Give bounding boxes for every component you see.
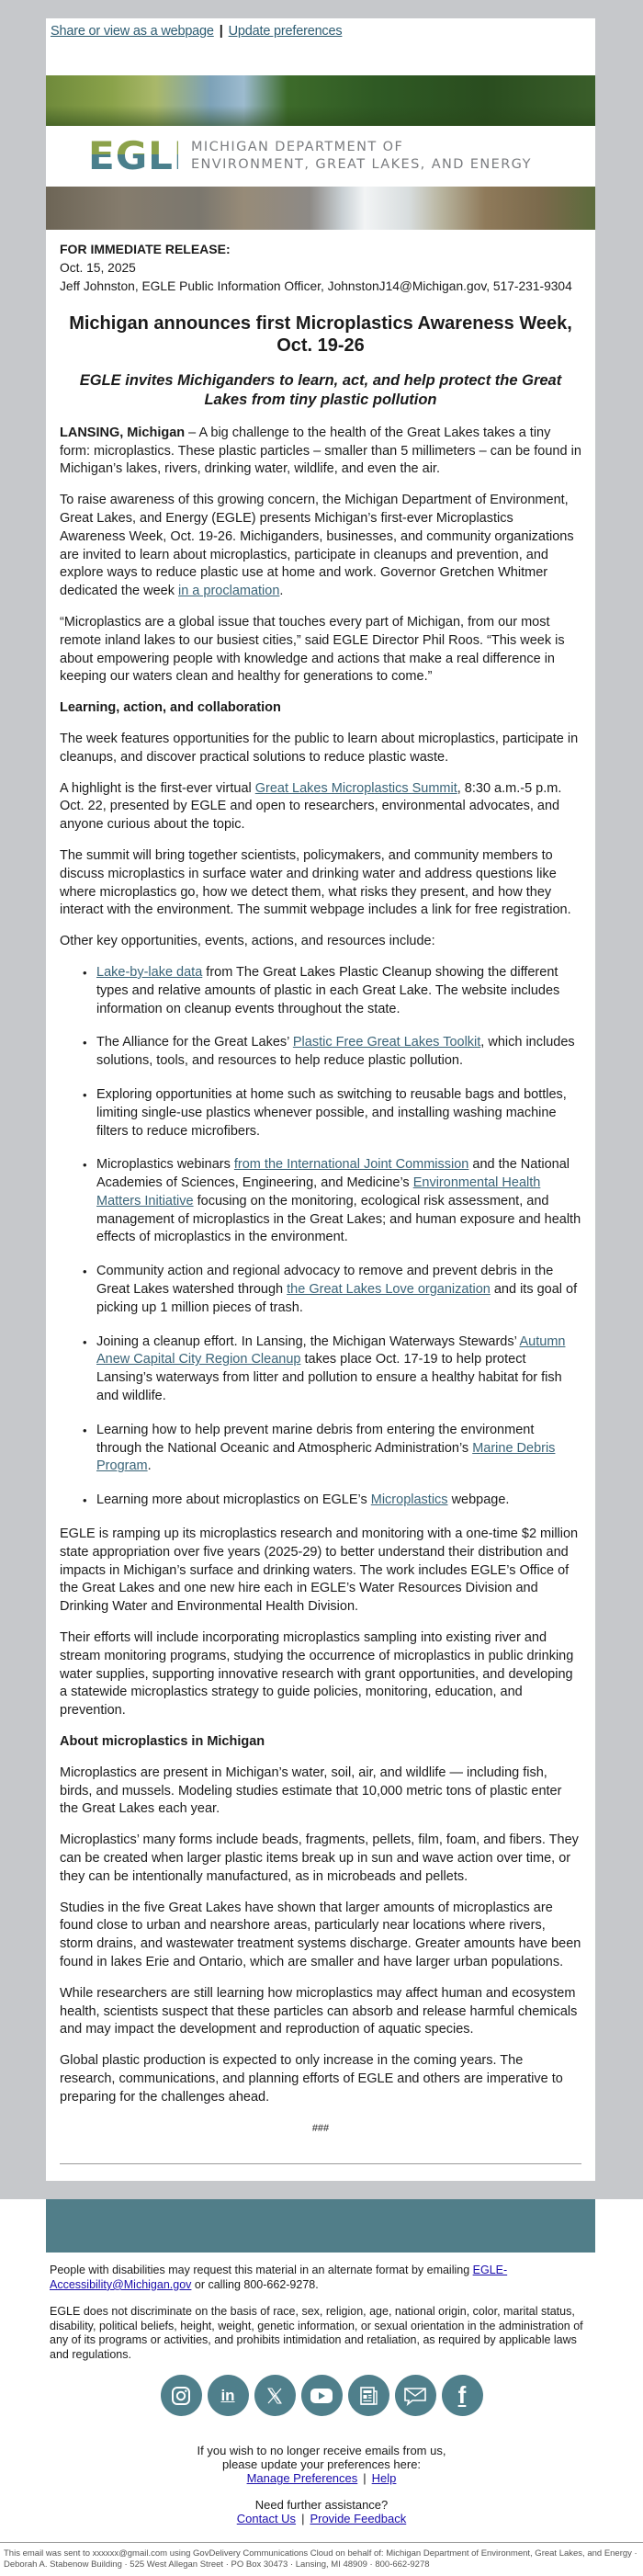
autumn-anew-cleanup-link[interactable]: Autumn Anew Capital City Region Cleanup — [96, 1333, 566, 1367]
list-item: • Community action and regional advocacy to remove and prevent debris in the Great Lakes watershed through the Great Lakes Love organization and its goal of picking up 1 million pieces of trash. — [60, 1263, 581, 1317]
intro-paragraph: LANSING, Michigan – A big challenge to the health of the Great Lakes takes a tiny form: microplastics. These plastic particles – smaller than 5 millimeters – can be found in Michigan’s lakes, rivers, drinking water, wildlife, and even the air. — [60, 425, 581, 477]
accessibility-email-link[interactable]: EGLE-Accessibility@Michigan.gov — [50, 2264, 508, 2291]
paragraph-10: Microplastics are present in Michigan’s water, soil, air, and wildlife — including fish, birds, and mussels. Modeling studies estimate that 10,000 metric tons of plastic enter the Great Lakes each year. — [60, 1765, 562, 1817]
list-item: • Microplastics webinars from the International Joint Commission and the National Academies of Sciences, Engineering, and Medicine’s Environmental Health Matters Initiative focusing on the monitoring, ecological risk assessment, and management of microplastics in the Great Lakes; and human exposure and health effects of microplastics in the environment. — [60, 1156, 581, 1247]
logo-band — [46, 126, 595, 187]
facebook-icon: f — [457, 2381, 467, 2410]
dateline: LANSING, Michigan — [60, 425, 186, 440]
instagram-button[interactable] — [161, 2375, 202, 2416]
resources-list — [60, 964, 581, 1510]
section-title-learning: Learning, action, and collaboration — [60, 700, 281, 716]
list-item: • Joining a cleanup effort. In Lansing, the Michigan Waterways Stewards’ Autumn Anew Capital City Region Cleanup takes place Oct. 17-19 to help protect Lansing’s waterways from litter and pollution to ensure a healthy habitat for fish and wildlife. — [60, 1333, 581, 1406]
social-links — [0, 2375, 643, 2416]
paragraph-6: The summit will bring together scientists, policymakers, and community members to discuss microplastics in surface water and drinking water and address questions like where microplastics go, how we detect them, what risks they present, and how they interact with the environment. The summit webpage includes a link for free registration. — [60, 847, 571, 918]
provide-feedback-link[interactable]: Provide Feedback — [310, 2512, 407, 2526]
org-name-line1: MICHIGAN DEPARTMENT OF — [191, 140, 404, 154]
help-link[interactable]: Help — [371, 2471, 397, 2486]
content-divider — [60, 2163, 581, 2164]
microplastics-webpage-link[interactable]: Microplastics — [370, 1492, 448, 1508]
paragraph-9: Their efforts will include incorporating microplastics sampling into existing river and stream monitoring programs, studying the occurrence of microplastics in public drinking water supplies, supporting innovative research with grant opportunities, and developing a statewide microplastics strategy to guide policies, monitoring, education, and prevention. — [60, 1630, 574, 1719]
waterfall-photo — [46, 187, 595, 230]
paragraph-14: Global plastic production is expected to only increase in the coming years. The research, communications, and planning efforts of EGLE and others are imperative to preparing for the challenges ahead. — [60, 2053, 563, 2105]
assistance-line: Need further assistance? — [254, 2498, 389, 2513]
unsubscribe-line2: please update your preferences here: — [221, 2457, 422, 2472]
footer-color-band — [46, 2199, 595, 2253]
paragraph-11: Microplastics’ many forms include beads, fragments, pellets, film, foam, and fibers. They can be created when larger plastic items break up in sun and wave action over time, or they can be intentionally manufactured, as in microbeads and pellets. — [60, 1833, 579, 1884]
paragraph-4: The week features opportunities for the public to learn about microplastics, participate in cleanups, and discover practical solutions to reduce plastic waste. — [60, 731, 579, 765]
x-icon — [265, 2387, 284, 2405]
lake-by-lake-data-link[interactable]: Lake-by-lake data — [96, 964, 203, 980]
paragraph-8: EGLE is ramping up its microplastics research and monitoring with a one-time $2 million state appropriation over five years (2025-29) to better understand their distribution and impacts in Michigan’s surface and drinking waters. The work includes EGLE’s Office of the Great Lakes and one new hire each in EGLE’s Water Resources Division and Drinking Water and Environmental Health Division. — [60, 1526, 579, 1615]
youtube-icon — [310, 2387, 333, 2405]
environmental-health-matters-link[interactable]: Environmental Health Matters Initiative — [96, 1175, 541, 1209]
linkedin-button[interactable] — [208, 2375, 249, 2416]
paragraph-12: Studies in the five Great Lakes have shown that larger amounts of microplastics are found close to urban and nearshore areas, particularly near locations where rivers, storm drains, and wastewater treatment systems discharge. Greater amounts have been found in lakes Erie and Ontario, which are smaller and have larger urban populations. — [60, 1900, 581, 1969]
footer-notices — [50, 2253, 599, 2362]
subscription-footer — [0, 2444, 643, 2525]
director-quote: “Microplastics are a global issue that touches every part of Michigan, from our most remote inland lakes to our busiest cities,” said EGLE Director Phil Roos. “This week is about empowering people with knowledge and actions that make a real difference in keeping our waters clean and healthy for generations to come.” — [60, 614, 565, 685]
update-preferences-link[interactable]: Update preferences — [228, 24, 343, 39]
article-body — [46, 230, 595, 2181]
proclamation-link[interactable]: in a proclamation — [177, 584, 280, 599]
instagram-icon — [170, 2385, 192, 2407]
end-mark: ### — [311, 2122, 330, 2134]
list-item: • The Alliance for the Great Lakes’ Plastic Free Great Lakes Toolkit, which includes solutions, tools, and resources to help reduce plastic pollution. — [60, 1034, 581, 1071]
great-lakes-love-link[interactable]: the Great Lakes Love organization — [287, 1282, 491, 1298]
egle-logo-mark: EGLE — [88, 133, 201, 178]
marine-debris-program-link[interactable]: Marine Debris Program — [96, 1440, 556, 1474]
manage-preferences-link[interactable]: Manage Preferences — [246, 2471, 358, 2486]
release-contact: Jeff Johnston, EGLE Public Information Officer, JohnstonJ14@Michigan.gov, 517-231-9304 — [60, 278, 572, 293]
list-item: • Exploring opportunities at home such as switching to reusable bags and bottles, limiting single-use plastics whenever possible, and installing washing machine filters to reduce microfibers. — [60, 1086, 581, 1140]
nondiscrimination-notice: EGLE does not discriminate on the basis of race, sex, religion, age, national origin, color, marital status, disability, political beliefs, height, weight, genetic information, or sexual orientation in the administration of any of its programs or activities, and prohibits intimidation and retaliation, as required by applicable laws and regulations. — [50, 2305, 583, 2361]
egle-logo — [88, 133, 532, 178]
legal-footer: This email was sent to xxxxxx@gmail.com using GovDelivery Communications Cloud on behalf of: Michigan Department of Environment, Great Lakes, and Energy · Deborah A. Stabenow Building · 525 West Allegan Street · PO Box 30473 · Lansing, MI 48909 · 800-662-9278 — [4, 2548, 637, 2570]
header-separator: | — [219, 24, 223, 39]
share-webpage-link[interactable]: Share or view as a webpage — [51, 24, 214, 39]
legal-divider — [0, 2542, 643, 2543]
contact-us-link[interactable]: Contact Us — [236, 2512, 297, 2526]
header-links — [46, 18, 595, 75]
org-name — [191, 139, 532, 174]
accessibility-notice: People with disabilities may request this material in an alternate format by emailing EGLE-Accessibility@Michigan.gov or calling 800-662-9278. — [50, 2264, 508, 2291]
paragraph-2: To raise awareness of this growing concern, the Michigan Department of Environment, Great Lakes, and Energy (EGLE) presents Michigan’s first-ever Microplastics Awareness Week, Oct. 19-26. Michiganders, businesses, and community organizations are invited to learn about microplastics, participate in cleanups and prevention, and explore ways to reduce plastic use at home and work. Governor Gretchen Whitmer dedicated the week in a proclamation. — [60, 493, 574, 599]
unsubscribe-line1: If you wish to no longer receive emails from us, — [197, 2444, 446, 2458]
subheadline: EGLE invites Michiganders to learn, act, and help protect the Great Lakes from tiny plastic pollution — [79, 371, 562, 408]
email-subscribe-button[interactable] — [395, 2375, 436, 2416]
paragraph-7: Other key opportunities, events, actions, and resources include: — [60, 934, 435, 949]
email-card — [46, 18, 595, 2181]
news-icon — [358, 2386, 378, 2406]
release-label: FOR IMMEDIATE RELEASE: — [60, 242, 231, 256]
email-icon — [403, 2386, 427, 2406]
headline: Michigan announces first Microplastics Awareness Week, Oct. 19-26 — [69, 312, 572, 356]
forest-photo — [46, 75, 595, 126]
section-title-about: About microplastics in Michigan — [60, 1734, 265, 1750]
list-item: • Learning how to help prevent marine debris from entering the environment through the National Oceanic and Atmospheric Administration’s Marine Debris Program. — [60, 1422, 581, 1476]
facebook-button[interactable] — [442, 2375, 483, 2416]
header-banner — [46, 75, 595, 230]
list-item: • Lake-by-lake data from The Great Lakes Plastic Cleanup showing the different types and relative amounts of plastic in each Great Lake. The website includes information on cleanup events throughout the state. — [60, 964, 581, 1018]
ijc-link[interactable]: from the International Joint Commission — [233, 1157, 469, 1173]
news-button[interactable] — [348, 2375, 389, 2416]
summit-link[interactable]: Great Lakes Microplastics Summit — [254, 780, 457, 796]
list-item: • Learning more about microplastics on EGLE’s Microplastics webpage. — [60, 1492, 581, 1510]
plastic-free-toolkit-link[interactable]: Plastic Free Great Lakes Toolkit — [292, 1035, 481, 1050]
paragraph-5: A highlight is the first-ever virtual Great Lakes Microplastics Summit, 8:30 a.m.-5 p.m. Oct. 22, presented by EGLE and open to researchers, environmental advocates, and anyone curious about the topic. — [60, 780, 562, 833]
preferences-links: Manage Preferences | Help — [246, 2471, 397, 2486]
linkedin-icon: in — [220, 2386, 235, 2404]
x-button[interactable] — [254, 2375, 296, 2416]
release-date: Oct. 15, 2025 — [60, 260, 136, 275]
youtube-button[interactable] — [301, 2375, 343, 2416]
org-name-line2: ENVIRONMENT, GREAT LAKES, AND ENERGY — [191, 157, 532, 172]
assistance-links: Contact Us | Provide Feedback — [236, 2512, 407, 2526]
paragraph-13: While researchers are still learning how microplastics may affect human and ecosystem health, scientists suspect that these particles can absorb and release harmful chemicals and may impact the development and reproduction of aquatic species. — [60, 1985, 578, 2037]
